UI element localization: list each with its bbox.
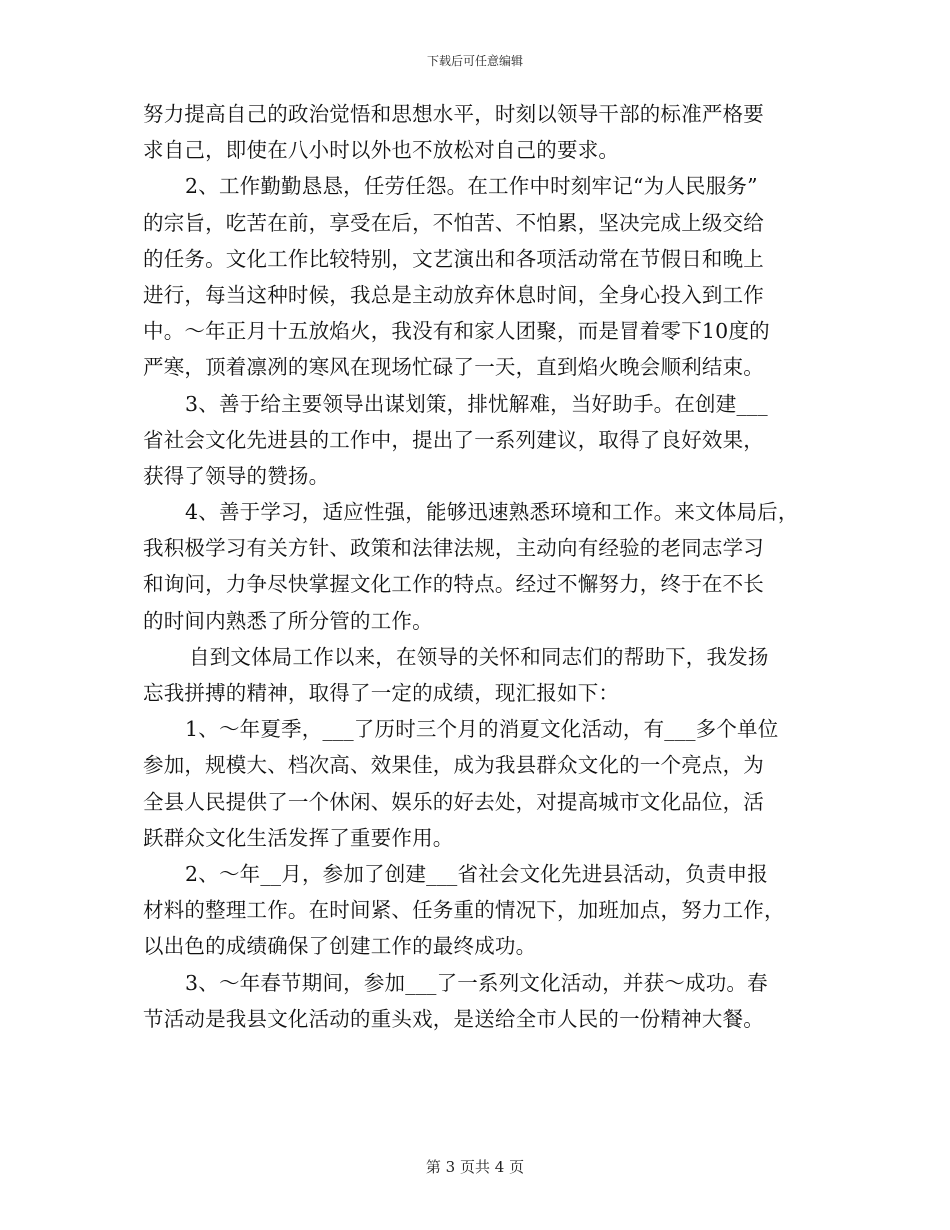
text-line: 求自己，即使在八小时以外也不放松对自己的要求。	[143, 138, 620, 163]
text-line: 我积极学习有关方针、政策和法律法规，主动向有经验的老同志学习	[143, 536, 764, 561]
text-line: 1、～年夏季，___了历时三个月的消夏文化活动，有___多个单位	[185, 717, 779, 742]
document-body	[143, 96, 813, 1037]
text-line: 2、工作勤勤恳恳，任劳任怨。在工作中时刻牢记“为人民服务”	[185, 174, 758, 199]
text-line: 4、善于学习，适应性强，能够迅速熟悉环境和工作。来文体局后，	[185, 500, 799, 525]
text-line: 自到文体局工作以来，在领导的关怀和同志们的帮助下，我发扬	[189, 644, 769, 669]
text-line: 参加，规模大、档次高、效果佳，成为我县群众文化的一个亮点，为	[143, 753, 764, 778]
text-line: 进行，每当这种时候，我总是主动放弃休息时间，全身心投入到工作	[143, 282, 764, 307]
text-line: 3、善于给主要领导出谋划策，排忧解难，当好助手。在创建___	[185, 391, 768, 416]
text-line: 2、～年__月，参加了创建___省社会文化先进县活动，负责申报	[185, 861, 768, 886]
text-line: 省社会文化先进县的工作中，提出了一系列建议，取得了良好效果，	[143, 427, 764, 452]
text-line: 全县人民提供了一个休闲、娱乐的好去处，对提高城市文化品位，活	[143, 789, 764, 814]
text-line: 和询问，力争尽快掌握文化工作的特点。经过不懈努力，终于在不长	[143, 572, 764, 597]
page-header: 下载后可任意编辑	[426, 54, 523, 68]
text-line: 材料的整理工作。在时间紧、任务重的情况下，加班加点，努力工作，	[143, 898, 785, 923]
text-line: 的时间内熟悉了所分管的工作。	[143, 608, 433, 633]
text-line: 3、～年春节期间，参加___了一系列文化活动，并获～成功。春	[185, 970, 768, 995]
text-line: 跃群众文化生活发挥了重要作用。	[143, 825, 454, 850]
text-line: 以出色的成绩确保了创建工作的最终成功。	[143, 934, 537, 959]
text-line: 努力提高自己的政治觉悟和思想水平，时刻以领导干部的标准严格要	[143, 102, 764, 126]
text-line: 的任务。文化工作比较特别，文艺演出和各项活动常在节假日和晚上	[143, 246, 764, 271]
text-line: 获得了领导的赞扬。	[143, 463, 330, 488]
page-number: 第 3 页共 4 页	[425, 1158, 525, 1176]
text-line: 严寒，顶着凛冽的寒风在现场忙碌了一天，直到焰火晚会顺利结束。	[143, 355, 764, 380]
text-line: 中。～年正月十五放焰火，我没有和家人团聚，而是冒着零下10度的	[143, 319, 770, 344]
text-line: 节活动是我县文化活动的重头戏，是送给全市人民的一份精神大餐。	[143, 1006, 764, 1031]
text-line: 的宗旨，吃苦在前，享受在后，不怕苦、不怕累，坚决完成上级交给	[143, 210, 764, 235]
text-line: 忘我拼搏的精神，取得了一定的成绩，现汇报如下：	[143, 681, 620, 705]
